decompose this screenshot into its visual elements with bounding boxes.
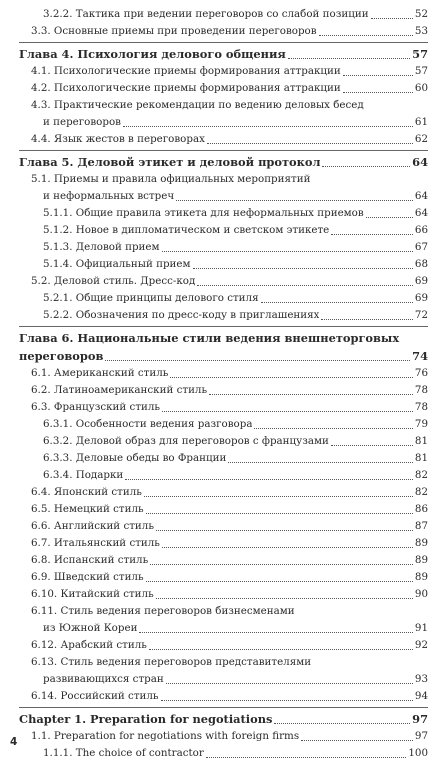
dot-leader: [228, 461, 413, 463]
toc-entry-title: 1.1.1. The choice of contractor: [43, 747, 204, 759]
toc-entry-title: 6.3.1. Особенности ведения разговора: [43, 418, 253, 430]
toc-entry-title: 6.3.2. Деловой образ для переговоров с французами: [43, 435, 329, 447]
dot-leader: [162, 410, 413, 412]
toc-entry-title: 6.3.4. Подарки: [43, 469, 124, 481]
toc-entry-page: 82: [414, 486, 428, 498]
chapter-divider: [19, 707, 428, 708]
toc-entry-title: 4.4. Язык жестов в переговорах: [31, 133, 205, 145]
toc-entry-title: 6.4. Японский стиль: [31, 486, 142, 498]
toc-entry: [19, 188, 428, 205]
dot-leader: [162, 546, 413, 548]
dot-leader: [170, 376, 413, 378]
toc-entry-page: 78: [414, 384, 428, 396]
toc-entry-title: 1.1. Preparation for negotiations with foreign firms: [31, 730, 300, 742]
toc-entry-page: 87: [414, 520, 428, 532]
toc-entry-title: 5.1.3. Деловой прием: [43, 241, 160, 253]
dot-leader: [193, 267, 413, 269]
dot-leader: [176, 199, 413, 201]
dot-leader: [288, 57, 410, 59]
toc-entry: [19, 728, 428, 745]
toc-entry: [19, 518, 428, 535]
toc-entry: [19, 450, 428, 467]
toc-entry-title: 5.2.2. Обозначения по дресс-коду в приглашениях: [43, 309, 320, 321]
toc-entry-page: 66: [414, 224, 428, 236]
table-of-contents: [19, 0, 428, 762]
toc-entry: [19, 80, 428, 97]
toc-entry-page: 91: [414, 622, 428, 634]
toc-entry-page: 57: [414, 65, 428, 77]
toc-entry-page: 97: [414, 730, 428, 742]
chapter-divider: [19, 326, 428, 327]
toc-entry: [19, 205, 428, 222]
chapter-divider: [19, 150, 428, 151]
toc-entry-title: 3.2.2. Тактика при ведении переговоров со слабой позиции: [43, 8, 369, 20]
toc-entry-page: 82: [414, 469, 428, 481]
toc-entry-title: 5.1.1. Общие правила этикета для неформальных приемов: [43, 207, 364, 219]
toc-entry-title: 5.2.1. Общие принципы делового стиля: [43, 292, 259, 304]
toc-chapter-page: 64: [412, 155, 428, 169]
toc-entry: [19, 552, 428, 569]
dot-leader: [162, 250, 413, 252]
toc-entry-page: 67: [414, 241, 428, 253]
toc-entry-page: 89: [414, 554, 428, 566]
toc-entry-title: 6.7. Итальянский стиль: [31, 537, 160, 549]
toc-entry: [19, 535, 428, 552]
toc-entry: [19, 484, 428, 501]
page-number: 4: [10, 736, 18, 748]
dot-leader: [125, 478, 413, 480]
toc-chapter-title: переговоров: [19, 349, 104, 363]
toc-entry-page: 64: [414, 190, 428, 202]
toc-chapter-title: Глава 4. Психология делового общения: [19, 47, 286, 61]
chapter-divider: [19, 42, 428, 43]
toc-entry-title: и неформальных встреч: [43, 190, 175, 202]
dot-leader: [146, 512, 413, 514]
toc-entry-title: развивающихся стран: [43, 673, 164, 685]
toc-entry-title: из Южной Кореи: [43, 622, 138, 634]
toc-entry-page: 81: [414, 452, 428, 464]
toc-entry-page: 89: [414, 537, 428, 549]
toc-chapter-page: 74: [412, 349, 428, 363]
toc-entry: [19, 63, 428, 80]
toc-entry-first-line: 6.11. Стиль ведения переговоров бизнесменами: [31, 605, 295, 617]
toc-entry: [19, 467, 428, 484]
toc-entry-page: 90: [414, 588, 428, 600]
toc-entry-title: 6.14. Российский стиль: [31, 690, 159, 702]
dot-leader: [146, 580, 413, 582]
toc-entry: [19, 433, 428, 450]
toc-entry-title: 5.1.2. Новое в дипломатическом и светском этикете: [43, 224, 330, 236]
toc-entry: [19, 501, 428, 518]
toc-entry-page: 60: [414, 82, 428, 94]
dot-leader: [156, 597, 413, 599]
toc-entry-title: и переговоров: [43, 116, 121, 128]
dot-leader: [343, 91, 413, 93]
toc-entry-page: 69: [414, 275, 428, 287]
dot-leader: [261, 301, 413, 303]
toc-entry: [19, 671, 428, 688]
toc-entry: [19, 637, 428, 654]
toc-entry: [19, 586, 428, 603]
dot-leader: [331, 233, 413, 235]
toc-entry-page: 89: [414, 571, 428, 583]
toc-chapter-page: 97: [412, 712, 428, 726]
toc-entry-page: 53: [414, 25, 428, 37]
toc-entry-title: 6.2. Латиноамериканский стиль: [31, 384, 208, 396]
dot-leader: [371, 17, 413, 19]
toc-entry-title: 4.1. Психологические приемы формирования аттракции: [31, 65, 341, 77]
toc-entry: [19, 239, 428, 256]
toc-entry-title: 6.12. Арабский стиль: [31, 639, 147, 651]
toc-entry-first-line: 5.1. Приемы и правила официальных мероприятий: [31, 173, 311, 185]
dot-leader: [156, 529, 413, 531]
dot-leader: [366, 216, 413, 218]
toc-entry-title: 6.6. Английский стиль: [31, 520, 154, 532]
toc-entry: [19, 745, 428, 762]
toc-entry-first-line: 4.3. Практические рекомендации по ведению деловых бесед: [31, 99, 364, 111]
toc-chapter-page: 57: [412, 47, 428, 61]
toc-entry-title: 6.8. Испанский стиль: [31, 554, 149, 566]
toc-entry: [19, 273, 428, 290]
toc-entry: [19, 114, 428, 131]
dot-leader: [254, 427, 412, 429]
toc-chapter-title: Chapter 1. Preparation for negotiations: [19, 712, 273, 726]
toc-entry-title: 5.1.4. Официальный прием: [43, 258, 191, 270]
toc-entry-title: 6.5. Немецкий стиль: [31, 503, 144, 515]
dot-leader: [123, 125, 413, 127]
toc-entry-title: 6.3.3. Деловые обеды во Франции: [43, 452, 227, 464]
toc-entry: [19, 688, 428, 705]
dot-leader: [197, 284, 413, 286]
toc-entry-page: 76: [414, 367, 428, 379]
toc-entry-title: 6.10. Китайский стиль: [31, 588, 154, 600]
toc-entry: [19, 256, 428, 273]
toc-entry-page: 78: [414, 401, 428, 413]
toc-entry: [19, 290, 428, 307]
toc-entry-page: 93: [414, 673, 428, 685]
toc-entry-title: 6.1. Американский стиль: [31, 367, 169, 379]
toc-entry-title: 4.2. Психологические приемы формирования аттракции: [31, 82, 341, 94]
toc-entry-title: 6.3. Французский стиль: [31, 401, 161, 413]
toc-entry: [19, 23, 428, 40]
toc-entry: [19, 365, 428, 382]
toc-entry: [19, 222, 428, 239]
dot-leader: [301, 739, 413, 741]
dot-leader: [161, 699, 413, 701]
toc-entry-page: 86: [414, 503, 428, 515]
dot-leader: [343, 74, 413, 76]
toc-chapter: [19, 710, 428, 728]
dot-leader: [206, 756, 407, 758]
toc-chapter: [19, 347, 428, 365]
toc-entry: [19, 620, 428, 637]
toc-entry-page: 64: [414, 207, 428, 219]
toc-entry-first-line: 6.13. Стиль ведения переговоров представителями: [31, 656, 312, 668]
dot-leader: [149, 648, 413, 650]
toc-entry: [19, 6, 428, 23]
toc-entry-page: 92: [414, 639, 428, 651]
toc-entry-page: 81: [414, 435, 428, 447]
toc-entry: [19, 382, 428, 399]
toc-entry-page: 79: [414, 418, 428, 430]
toc-chapter: [19, 153, 428, 171]
toc-entry-title: 5.2. Деловой стиль. Дресс-код: [31, 275, 196, 287]
dot-leader: [319, 34, 413, 36]
dot-leader: [144, 495, 413, 497]
dot-leader: [105, 359, 410, 361]
dot-leader: [139, 631, 412, 633]
toc-entry: [19, 131, 428, 148]
dot-leader: [209, 393, 413, 395]
toc-entry-page: 62: [414, 133, 428, 145]
toc-entry: [19, 569, 428, 586]
dot-leader: [322, 165, 410, 167]
toc-chapter: [19, 45, 428, 63]
toc-entry: [19, 307, 428, 324]
toc-entry-page: 52: [414, 8, 428, 20]
dot-leader: [166, 682, 413, 684]
toc-entry-page: 72: [414, 309, 428, 321]
toc-entry: [19, 416, 428, 433]
toc-entry-title: 6.9. Шведский стиль: [31, 571, 144, 583]
dot-leader: [150, 563, 413, 565]
toc-entry-page: 68: [414, 258, 428, 270]
toc-entry-title: 3.3. Основные приемы при проведении переговоров: [31, 25, 317, 37]
dot-leader: [274, 722, 410, 724]
toc-entry-page: 94: [414, 690, 428, 702]
dot-leader: [207, 142, 413, 144]
toc-chapter-first-line: Глава 6. Национальные стили ведения внешнеторговых: [19, 331, 400, 345]
dot-leader: [321, 318, 412, 320]
toc-entry-page: 61: [414, 116, 428, 128]
toc-entry: [19, 399, 428, 416]
toc-entry-page: 69: [414, 292, 428, 304]
toc-chapter-title: Глава 5. Деловой этикет и деловой протокол: [19, 155, 321, 169]
dot-leader: [331, 444, 413, 446]
toc-entry-page: 100: [408, 747, 428, 759]
